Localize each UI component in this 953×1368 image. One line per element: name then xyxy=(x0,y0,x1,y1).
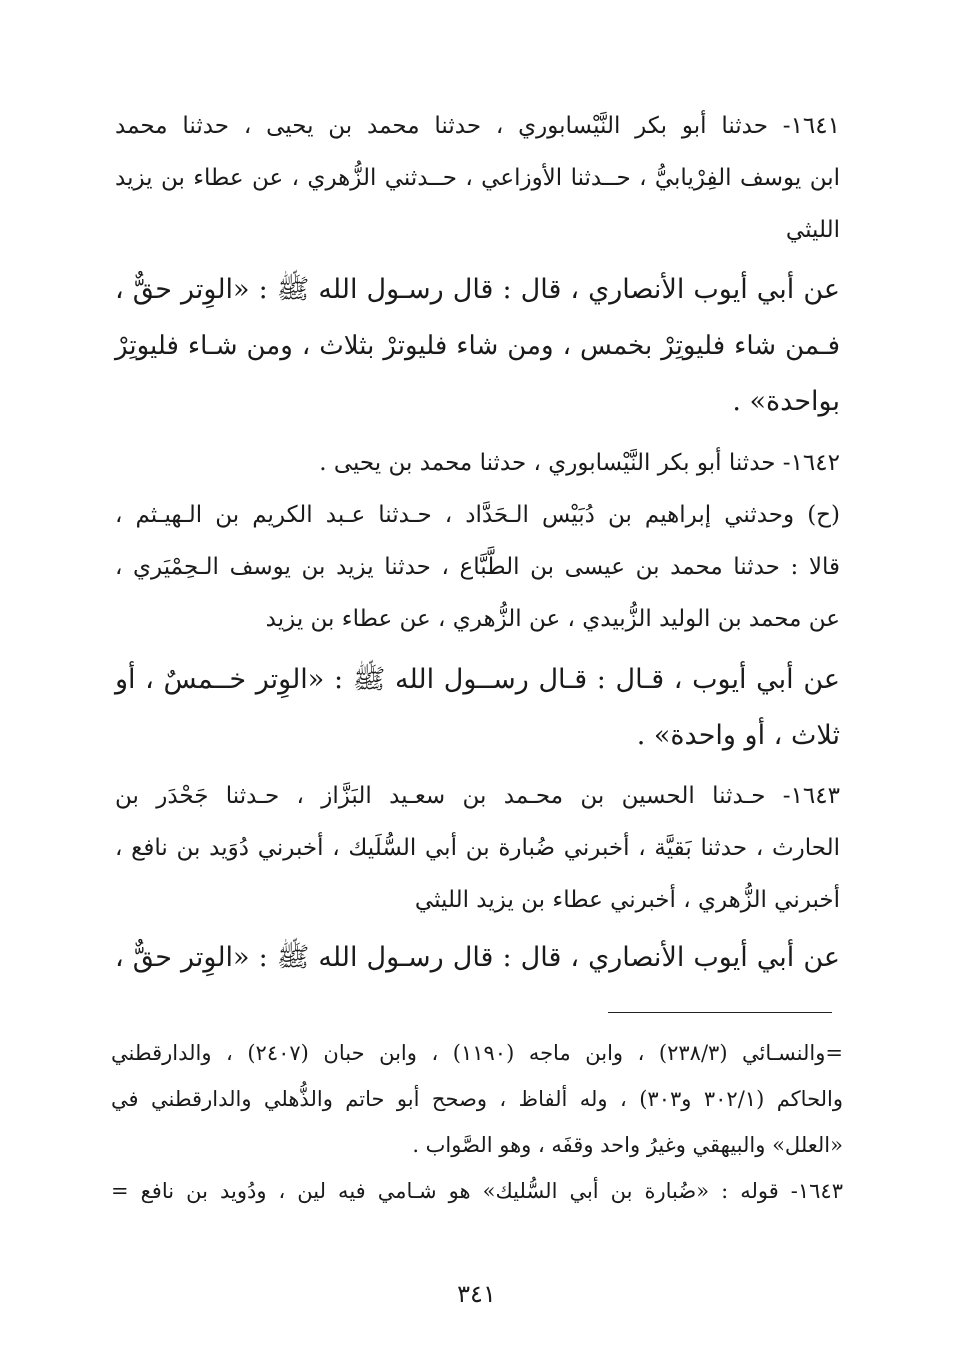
footnote-line: =والنسـائي (٢٣٨/٣) ، وابن ماجه (١١٩٠) ، وابن حبان (٢٤٠٧) ، والدارقطني xyxy=(111,1041,843,1065)
footnotes xyxy=(111,1030,843,1214)
footnote-divider xyxy=(608,1012,832,1013)
text-line: أخبرني الزُّهري ، أخبرني عطاء بن يزيد الليثي xyxy=(414,887,840,913)
text-line: الليثي xyxy=(785,217,840,243)
text-line: (ح) وحدثني إبراهيم بن دُبَيْس الـحَدَّاد ، حـدثنا عـبد الكريم بن الـهيـثم ، xyxy=(115,502,840,528)
text-line: عن أبي أيوب الأنصاري ، قال : قال رسـول الله ﷺ : «الوِتر حقٌّ ، xyxy=(115,942,840,973)
text-line: فـمن شاء فليوتِرْ بخمس ، ومن شاء فليوترْ بثلاث ، ومن شـاء فليوتِرْ xyxy=(115,331,840,361)
page-number: ٣٤١ xyxy=(457,1280,496,1308)
text-line: ١٦٤٢- حدثنا أبو بكر النَّيْسابوري ، حدثنا محمد بن يحيى . xyxy=(319,450,840,476)
text-line: ١٦٤٣- حـدثنا الحسين بن محـمد بن سعـيد البَزَّاز ، حـدثنا جَحْدَر بن xyxy=(115,783,840,809)
hadith-1641-matn xyxy=(115,262,840,430)
hadith-1641-isnad xyxy=(115,100,840,256)
hadith-1643-matn xyxy=(115,930,840,986)
text-line: عن محمد بن الوليد الزُّبيدي ، عن الزُّهري ، عن عطاء بن يزيد xyxy=(265,606,840,632)
footnote-line: والحاكم (٣٠٢/١ و٣٠٣) ، وله ألفاظ ، وصحح أبو حاتم والذُّهلي والدارقطني في xyxy=(111,1087,844,1111)
hadith-1642-isnad xyxy=(115,437,840,645)
text-line: ١٦٤١- حدثنا أبو بكر النَّيْسابوري ، حدثنا محمد بن يحيى ، حدثنا محمد xyxy=(115,113,840,139)
text-line: عن أبي أيوب الأنصاري ، قال : قال رسـول الله ﷺ : «الوِتر حقٌّ ، xyxy=(115,274,840,305)
text-line: قالا : حدثنا محمد بن عيسى بن الطَّبَّاع ، حدثنا يزيد بن يوسف الـحِمْيَري ، xyxy=(115,554,840,580)
text-line: بواحدة» . xyxy=(732,386,840,417)
text-line: عن أبي أيوب ، قـال : قـال رســول الله ﷺ : «الوِتر خــمسٌ ، أو xyxy=(115,664,840,695)
text-line: ثلاث ، أو واحدة» . xyxy=(636,720,840,751)
text-line: ابن يوسف الفِرْيابيُّ ، حــدثنا الأوزاعي ، حــدثني الزُّهري ، عن عطاء بن يزيد xyxy=(115,165,840,191)
footnote-line: «العلل» والبيهقي وغيرُ واحد وقفَه ، وهو الصَّواب . xyxy=(412,1133,843,1157)
hadith-1643-isnad xyxy=(115,770,840,926)
hadith-1642-matn xyxy=(115,652,840,764)
footnote-line: ١٦٤٣- قوله : «ضُبارة بن أبي السُّليك» هو شـامي فيه لين ، ودُويد بن نافع = xyxy=(111,1179,843,1203)
text-line: الحارث ، حدثنا بَقيَّة ، أخبرني ضُبارة بن أبي السُّلَيك ، أخبرني دُوَيد بن نافع ، xyxy=(115,835,840,861)
